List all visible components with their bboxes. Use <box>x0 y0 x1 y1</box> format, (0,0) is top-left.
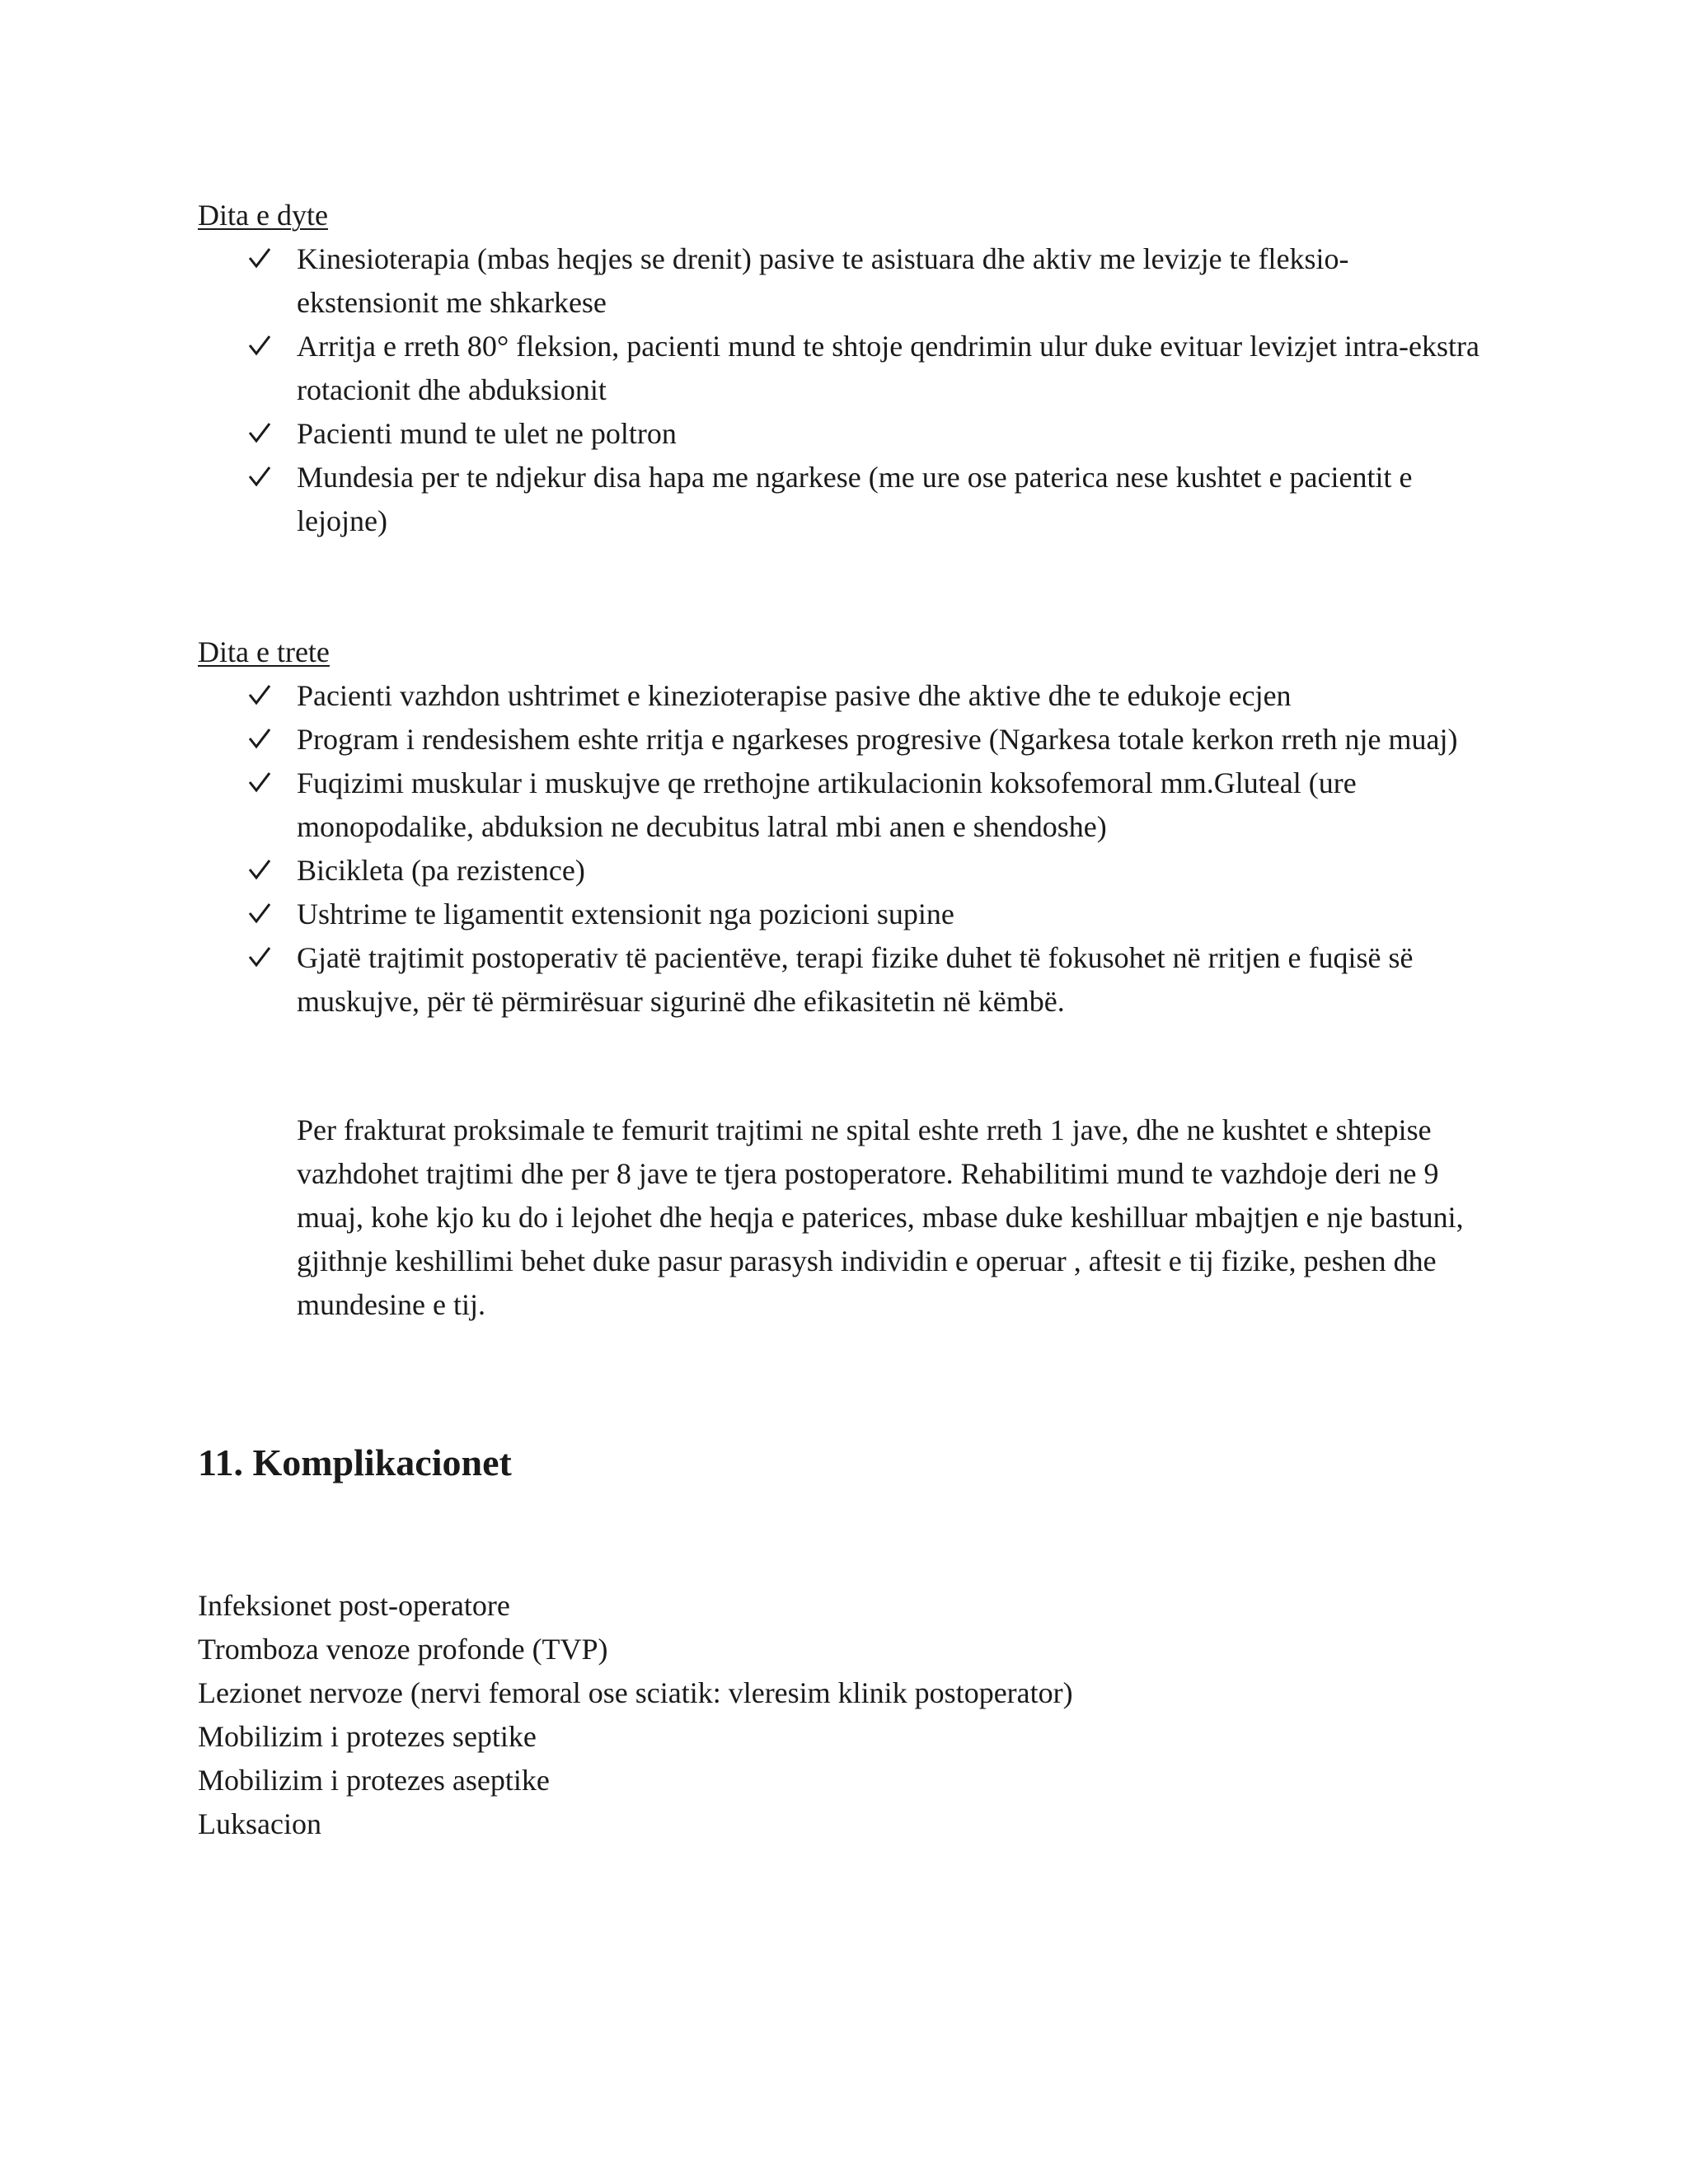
checklist-item <box>198 412 1484 456</box>
list-item: Mobilizim i protezes aseptike <box>198 1764 550 1797</box>
checklist-item <box>198 893 1484 936</box>
checklist-item-text: Kinesioterapia (mbas heqjes se drenit) pasive te asistuara dhe aktiv me levizje te fleksio-ekstensionit me shkarkese <box>297 242 1349 319</box>
list-item: Lezionet nervoze (nervi femoral ose sciatik: vleresim klinik postoperator) <box>198 1676 1073 1709</box>
checklist-item-text: Gjatë trajtimit postoperativ të pacientëve, terapi fizike duhet të fokusohet në rritjen e fuqisë së muskujve, për të përmirësuar sigurinë dhe efikasitetin në këmbë. <box>297 941 1414 1018</box>
complications-list <box>198 1584 1073 1846</box>
list-item: Luksacion <box>198 1807 321 1840</box>
checklist-item <box>198 674 1484 718</box>
checkmark-icon <box>247 412 280 456</box>
checklist-item <box>198 325 1484 412</box>
day-3-checklist <box>198 674 1484 1024</box>
section-label-day-2: Dita e dyte <box>198 199 328 232</box>
list-item: Tromboza venoze profonde (TVP) <box>198 1633 608 1666</box>
checkmark-icon <box>247 325 280 368</box>
checkmark-icon <box>247 849 280 893</box>
list-item: Infeksionet post-operatore <box>198 1589 510 1622</box>
checklist-item-text: Mundesia per te ndjekur disa hapa me ngarkese (me ure ose paterica nese kushtet e pacientit e lejojne) <box>297 461 1413 537</box>
checkmark-icon <box>247 893 280 936</box>
checklist-item <box>198 718 1484 762</box>
rehabilitation-paragraph: Per frakturat proksimale te femurit trajtimi ne spital eshte rreth 1 jave, dhe ne kushtet e shtepise vazhdohet trajtimi dhe per 8 jave te tjera postoperatore. Rehabilitimi mund te vazhdoje deri ne 9 muaj, kohe kjo ku do i lejohet dhe heqja e paterices, mbase duke keshilluar mbajtjen e nje bastuni, gjithnje keshillimi behet duke pasur parasysh individin e operuar , aftesit e tij fizike, peshen dhe mundesine e tij. <box>297 1113 1464 1321</box>
checkmark-icon <box>247 762 280 805</box>
checklist-item <box>198 237 1484 325</box>
checklist-item-text: Pacienti mund te ulet ne poltron <box>297 417 677 450</box>
checkmark-icon <box>247 718 280 762</box>
checklist-item-text: Bicikleta (pa rezistence) <box>297 854 585 887</box>
checklist-item-text: Fuqizimi muskular i muskujve qe rrethojne artikulacionin koksofemoral mm.Gluteal (ure monopodalike, abduksion ne decubitus latral mbi anen e shendoshe) <box>297 766 1357 843</box>
checklist-item-text: Program i rendesishem eshte rritja e ngarkeses progresive (Ngarkesa totale kerkon rreth nje muaj) <box>297 723 1458 756</box>
section-label-day-3: Dita e trete <box>198 635 330 668</box>
checklist-item-text: Pacienti vazhdon ushtrimet e kinezioterapise pasive dhe aktive dhe te edukoje ecjen <box>297 679 1292 712</box>
checkmark-icon <box>247 936 280 980</box>
section-heading: 11. Komplikacionet <box>198 1441 512 1483</box>
checklist-item <box>198 936 1484 1024</box>
checkmark-icon <box>247 237 280 281</box>
list-item: Mobilizim i protezes septike <box>198 1720 537 1753</box>
checklist-item <box>198 762 1484 849</box>
checklist-item-text: Arritja e rreth 80° fleksion, pacienti mund te shtoje qendrimin ulur duke evituar levizjet intra-ekstra rotacionit dhe abduksionit <box>297 330 1479 406</box>
checklist-item <box>198 456 1484 543</box>
checkmark-icon <box>247 674 280 718</box>
checkmark-icon <box>247 456 280 499</box>
checklist-item <box>198 849 1484 893</box>
checklist-item-text: Ushtrime te ligamentit extensionit nga pozicioni supine <box>297 898 954 930</box>
day-2-checklist <box>198 237 1484 543</box>
